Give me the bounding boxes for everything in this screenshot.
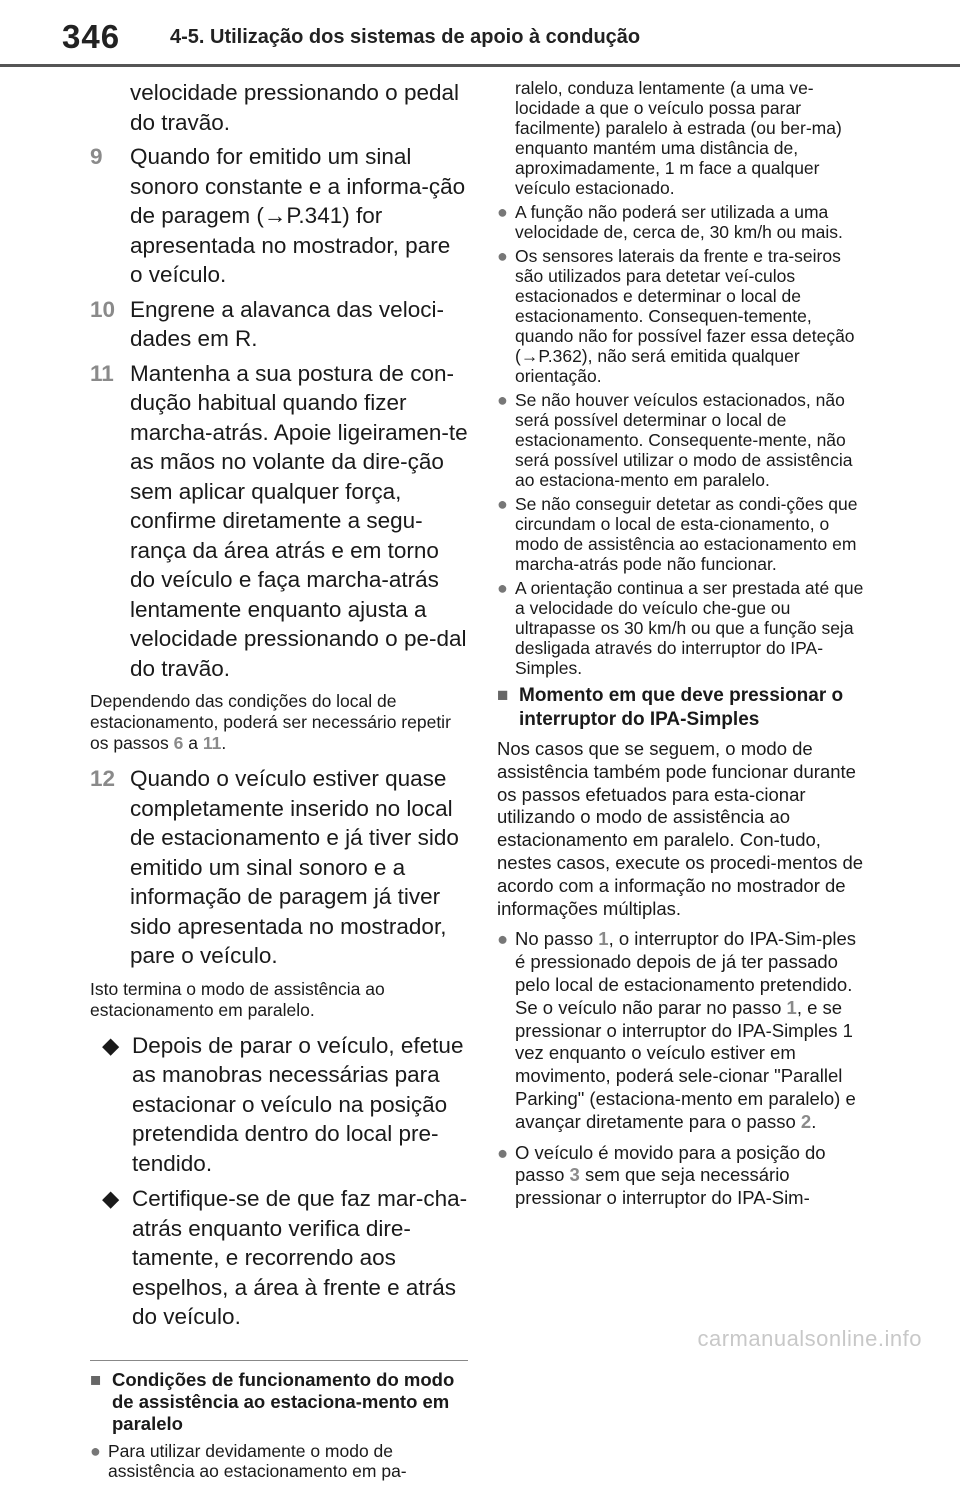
subsection-heading	[90, 1369, 468, 1435]
step-12	[90, 764, 468, 971]
step-text: Mantenha a sua postura de con-dução habitual quando fizer marcha-atrás. Apoie ligeiramen-te as mãos no volante da dire-ção sem aplicar qualquer força, confirme diretamente a segu-rança da área atrás e em torno do veículo e faça marcha-atrás lentamente enquanto ajusta a velocidade pressionando o pe-dal do travão.	[130, 360, 468, 681]
square-bullet-icon: ■	[90, 1368, 102, 1390]
list-item	[497, 1142, 867, 1210]
note-text: .	[221, 733, 227, 753]
circle-bullet-icon: ●	[497, 494, 508, 514]
circle-bullet-icon: ●	[497, 928, 509, 950]
text-run: No passo	[515, 928, 599, 950]
list-item	[497, 494, 867, 574]
note-text: a	[183, 733, 203, 753]
diamond-text: Depois de parar o veículo, efetue as manobras necessárias para estacionar o veículo na posição pretendida dentro do local pre-tendido.	[132, 1032, 464, 1176]
subsection-title: Momento em que deve pressionar o interruptor do IPA-Simples	[519, 685, 844, 730]
end-note: Isto termina o modo de assistência ao estacionamento em paralelo.	[90, 978, 385, 1020]
subsection-title: Condições de funcionamento do modo de assistência ao estaciona-mento em paralelo	[112, 1368, 455, 1434]
header-rule	[0, 64, 960, 67]
circle-bullet-icon: ●	[497, 202, 508, 222]
watermark: carmanualsonline.info	[697, 1326, 922, 1351]
right-column	[497, 78, 867, 1218]
step-10	[90, 295, 468, 354]
step-ref: 6	[173, 733, 184, 753]
step-ref: 2	[800, 1110, 812, 1132]
text-run: , e se pressionar o interruptor do IPA-Simples 1 vez enquanto o veículo estiver em movimento, poderá sele-cionar "Parallel Parking" (estaciona-mento em paralelo) e avançar diretamente para o passo	[515, 996, 856, 1132]
list-item-text	[515, 928, 867, 1133]
repeat-steps-note	[90, 691, 468, 754]
note-text: Dependendo das condições do local de estacionamento, poderá ser necessário repetir os passos	[90, 691, 451, 753]
list-item-text: Para utilizar devidamente o modo de assistência ao estacionamento em pa-	[108, 1440, 407, 1481]
list-item	[90, 1441, 468, 1481]
text-run: , o interruptor do IPA-Sim-ples é pressionado depois de já ter passado pelo local de estacionamento pretendido.	[515, 928, 857, 995]
step-ref: 1	[598, 928, 609, 950]
diamond-item	[90, 1184, 468, 1332]
text-run: .	[811, 1110, 817, 1132]
list-item	[497, 928, 867, 1133]
text-run: O veículo é movido para a posição do passo	[515, 1141, 826, 1186]
page-number: 346	[62, 18, 121, 55]
step-text: Engrene a alavanca das veloci-dades em R.	[130, 296, 444, 351]
subsection-heading	[497, 684, 867, 732]
step-ref: 11	[202, 733, 222, 753]
diamond-item	[90, 1031, 468, 1179]
list-item-continuation	[497, 78, 867, 198]
left-column	[90, 78, 468, 1485]
list-item	[497, 578, 867, 678]
step-ref: 1	[786, 996, 797, 1018]
list-item-text: Se não houver veículos estacionados, não será possível determinar o local de estacionamento. Consequente-mente, não será possível utilizar o modo de assistência ao estaciona-mento em paralelo.	[515, 390, 853, 490]
list-item	[497, 246, 867, 386]
list-item-text: Se não conseguir detetar as condi-ções que circundam o local de esta-cionamento, o modo de assistência ao estacionamento em marcha-atrás pode não funcionar.	[515, 494, 858, 574]
step-text: Quando for emitido um sinal sonoro constante e a informa-ção de paragem (→P.341) for apresentada no mostrador, pare o veículo.	[130, 144, 466, 287]
step-number: 12	[90, 766, 116, 791]
step-9	[90, 142, 468, 290]
page-header	[0, 0, 960, 70]
list-item-text: A orientação continua a ser prestada até que a velocidade do veículo che-gue ou ultrapasse os 30 km/h ou que a função seja desligada através do interruptor do IPA-Simples.	[515, 578, 864, 678]
diamond-icon: ◆	[102, 1032, 120, 1058]
step-11	[90, 359, 468, 684]
list-item	[497, 202, 867, 242]
text-run: Se o veículo não parar no passo	[515, 996, 787, 1018]
square-bullet-icon: ■	[497, 685, 509, 706]
step-text: Quando o veículo estiver quase completamente inserido no local de estacionamento e já tiver sido emitido um sinal sonoro e a informação de paragem já tiver sido apresentada no mostrador, pare o veículo.	[130, 766, 459, 968]
step-number: 9	[90, 144, 103, 169]
list-item-text	[515, 1142, 867, 1210]
step-ref: 3	[569, 1164, 580, 1186]
diamond-icon: ◆	[102, 1186, 120, 1211]
step-number: 10	[90, 296, 116, 322]
list-item-text: ralelo, conduza lentamente (a uma ve-locidade a que o veículo possa parar facilmente) paralelo à estrada (ou ber-ma) enquanto mantém uma distância de, aproximadamente, 1 m face a qualquer veículo estacionado.	[515, 78, 842, 198]
step-number: 11	[90, 360, 114, 386]
section-title: 4-5. Utilização dos sistemas de apoio à condução	[170, 26, 641, 48]
text-run: sem que seja necessário pressionar o interruptor do IPA-Sim-	[515, 1164, 810, 1209]
circle-bullet-icon: ●	[497, 578, 508, 598]
diamond-text: Certifique-se de que faz mar-cha-atrás enquanto verifica dire-tamente, e recorrendo aos espelhos, a área à frente e atrás do veículo.	[132, 1186, 468, 1329]
section-divider	[90, 1360, 468, 1361]
circle-bullet-icon: ●	[497, 1141, 509, 1163]
circle-bullet-icon: ●	[90, 1440, 101, 1461]
list-item	[497, 390, 867, 490]
list-item-text: A função não poderá ser utilizada a uma velocidade de, cerca de, 30 km/h ou mais.	[515, 202, 843, 242]
list-item-text: Os sensores laterais da frente e tra-seiros são utilizados para detetar veí-culos estacionados e determinar o local de estacionamento. Consequen-temente, quando não for possível fazer essa deteção (→P.362), não será emitida qualquer orientação.	[515, 246, 855, 386]
circle-bullet-icon: ●	[497, 390, 508, 410]
paragraph: Nos casos que se seguem, o modo de assistência também pode funcionar durante os passos efetuados para esta-cionar utilizando o modo de assistência ao estacionamento em paralelo. Con-tudo, nestes casos, execute os procedi-mentos de acordo com a informação no mostrador de informações múltiplas.	[497, 738, 864, 919]
step-continuation: velocidade pressionando o pedal do travão.	[130, 80, 459, 135]
circle-bullet-icon: ●	[497, 246, 508, 266]
